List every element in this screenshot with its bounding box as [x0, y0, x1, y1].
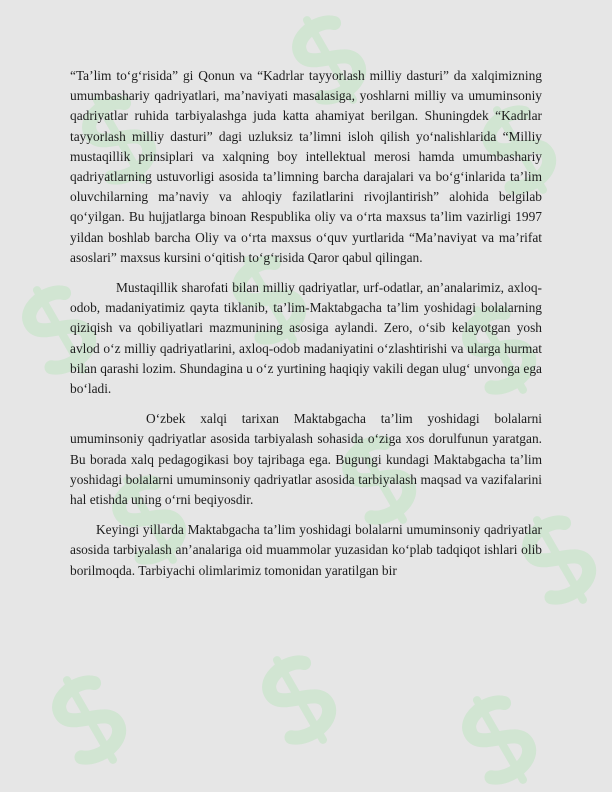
paragraph-1: “Ta’lim to‘g‘risida” gi Qonun va “Kadrlar tayyorlash milliy dasturi” da xalqimizning umumbashariy qadriyatlari, ma’naviyati masalasiga, yoshlarni milliy va umuminsoniy qadriyatlar ruhida tarbiyalashga juda katta ahamiyat berilgan. Shuningdek “Kadrlar tayyorlash milliy dasturi” dagi uzluksiz ta’limni isloh qilish yo‘nalishlarida “Milliy mustaqillik prinsiplari va xalqning boy intellektual merosi hamda umumbashariy qadriyatlarning ustuvorligi asosida ta’limning barcha darajalari va bo‘g‘inlarida ta’lim oluvchilarning ma’naviy va ahloqiy fazilatlarini rivojlantirish” alohida belgilab qo‘yilgan. Bu hujjatlarga binoan Respublika oliy va o‘rta maxsus ta’lim vazirligi 1997 yildan boshlab barcha Oliy va o‘rta maxsus o‘quv yurtlarida “Ma’naviyat va ma’rifat asoslari” maxsus kursini o‘qitish to‘g‘risida Qaror qabul qilingan.	[70, 68, 542, 265]
paragraph-2: Mustaqillik sharofati bilan milliy qadriyatlar, urf-odatlar, an’analarimiz, axloq-odob, madaniyatimiz qayta tiklanib, ta’lim-Maktabgacha ta’lim yoshidagi bolalarning qiziqish va qobiliyatlari mazmunining asosiga aylandi. Zero, o‘sib kelayotgan yosh avlod o‘z milliy qadriyatlarini, axloq-odob madaniyatini o‘zlashtirishi va ularga hurmat bilan qarashi lozim. Shundagina u o‘z yurtining haqiqiy vakili degan ulug‘ unvonga ega bo‘ladi.	[70, 280, 542, 397]
paragraph-4: Keyingi yillarda Maktabgacha ta’lim yoshidagi bolalarni umuminsoniy qadriyatlar asosida tarbiyalash an’analariga oid muammolar yuzasidan ko‘plab tadqiqot ishlari olib borilmoqda. Tarbiyachi olimlarimiz tomonidan yaratilgan bir	[70, 522, 542, 578]
dollar-sign-watermark-icon	[254, 649, 342, 753]
dollar-sign-watermark-icon	[454, 689, 542, 792]
dollar-sign-watermark-icon	[44, 669, 132, 773]
document-body	[70, 66, 542, 581]
paragraph-3: O‘zbek xalqi tarixan Maktabgacha ta’lim yoshidagi bolalarni umuminsoniy qadriyatlar asosida tarbiyalash sohasida o‘ziga xos dorulfunun yaratgan. Bu borada xalq pedagogikasi boy tajribaga ega. Bugungi kundagi Maktabgacha ta’lim yoshidagi bolalarni umuminsoniy qadriyatlar asosida tarbiyalash maqsad va vazifalarini hal etishda uning o‘rni beqiyosdir.	[70, 411, 542, 508]
